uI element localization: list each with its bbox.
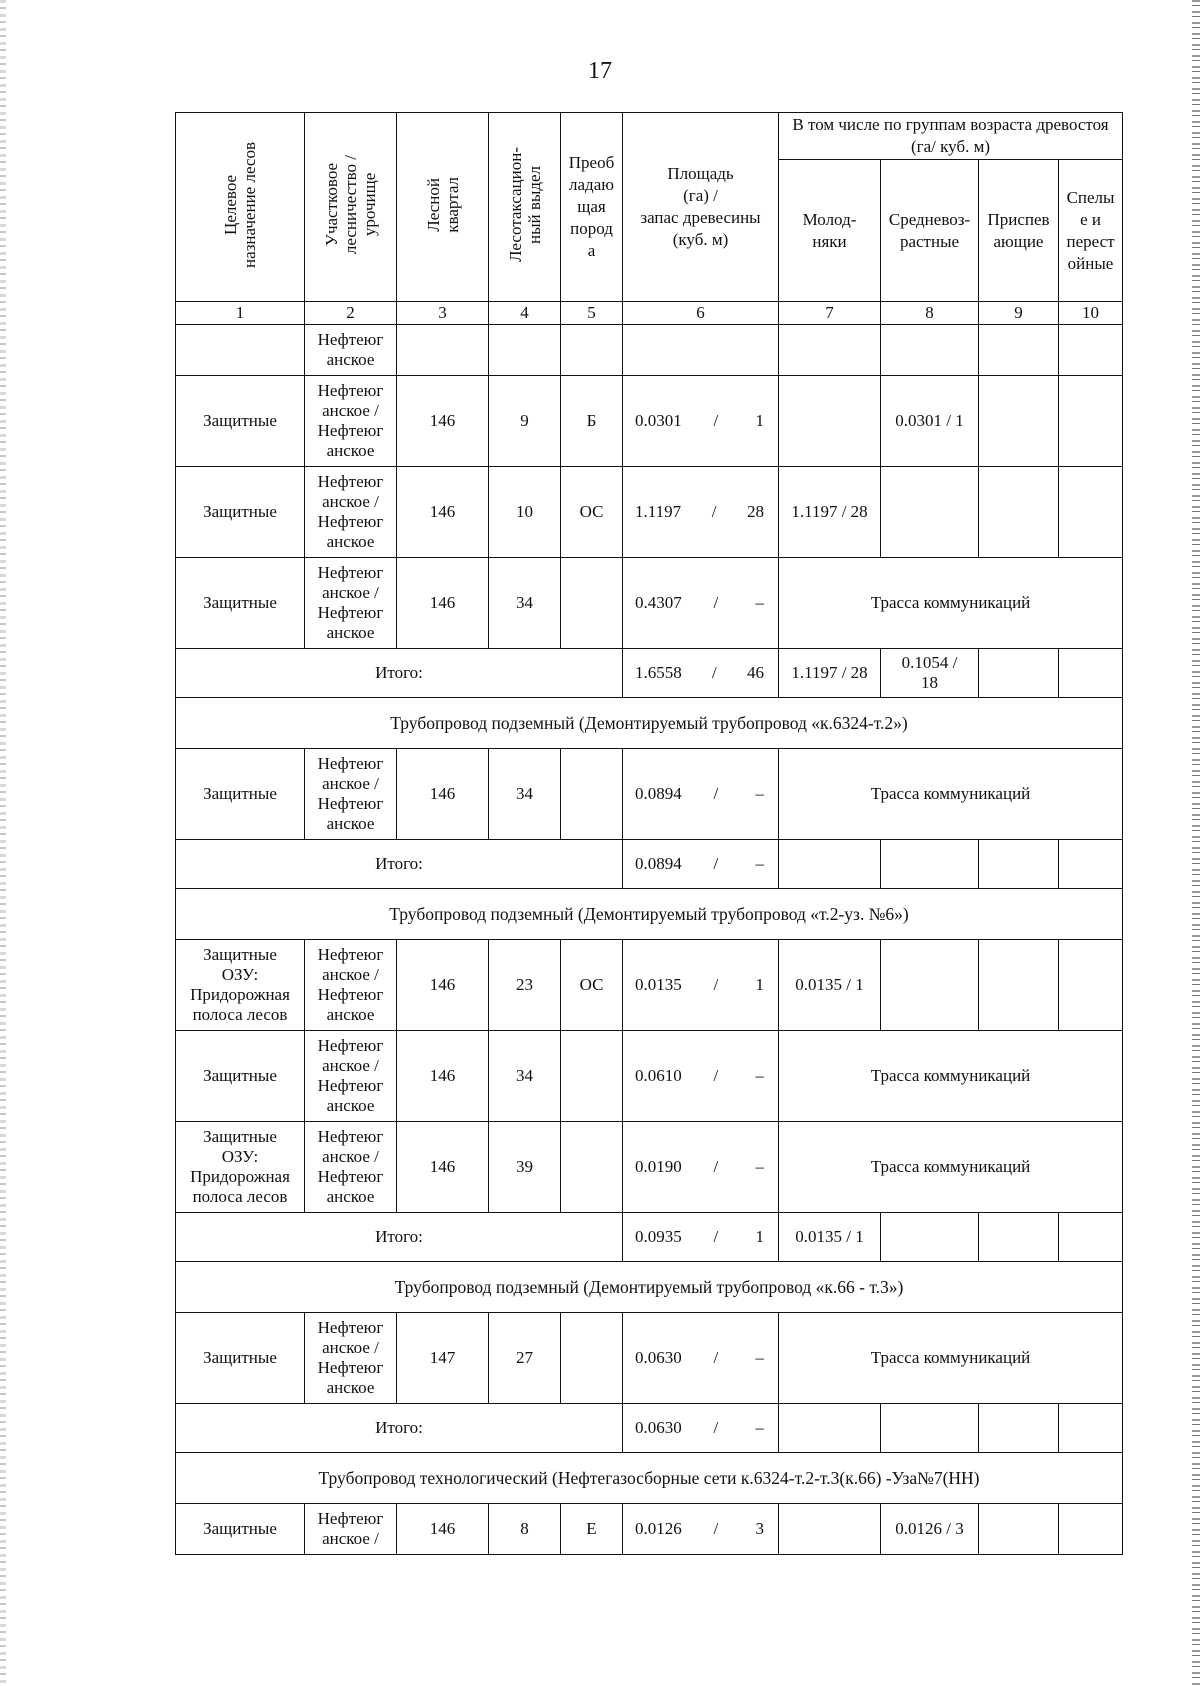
header-mature: Спелы е и перест ойные [1059,160,1123,302]
cell-premature [979,940,1059,1031]
table-row [176,467,1123,558]
cell-trassa: Трасса коммуникаций [779,1122,1123,1213]
cell-district: Нефтеюг анское / Нефтеюг анское [305,558,397,649]
cell-middle [881,325,979,376]
column-number: 9 [979,302,1059,325]
cell-purpose: Защитные ОЗУ: Придорожная полоса лесов [176,940,305,1031]
cell-kvartal: 146 [397,749,489,840]
cell-area: 0.0190 / – [623,1122,779,1213]
table-row [176,940,1123,1031]
cell-purpose: Защитные [176,1313,305,1404]
total-premature [979,649,1059,698]
cell-district: Нефтеюг анское / Нефтеюг анское [305,467,397,558]
section-title: Трубопровод подземный (Демонтируемый трубопровод «т.2-уз. №6») [176,889,1123,940]
total-mature [1059,1404,1123,1453]
cell-vydel [489,325,561,376]
header-age-groups: В том числе по группам возраста древостоя (га/ куб. м) [779,113,1123,160]
column-number: 10 [1059,302,1123,325]
column-number: 7 [779,302,881,325]
cell-district: Нефтеюг анское / Нефтеюг анское [305,1313,397,1404]
cell-district: Нефтеюг анское / Нефтеюг анское [305,376,397,467]
cell-trassa: Трасса коммуникаций [779,749,1123,840]
cell-vydel: 27 [489,1313,561,1404]
header-middle: Средневоз- растные [881,160,979,302]
cell-trassa: Трасса коммуникаций [779,1031,1123,1122]
cell-district: Нефтеюг анское / Нефтеюг анское [305,1031,397,1122]
cell-mature [1059,940,1123,1031]
total-young: 1.1197 / 28 [779,649,881,698]
cell-young [779,376,881,467]
cell-middle [881,940,979,1031]
section-row [176,1453,1123,1504]
cell-trassa: Трасса коммуникаций [779,1313,1123,1404]
cell-purpose: Защитные ОЗУ: Придорожная полоса лесов [176,1122,305,1213]
cell-area: 1.1197 / 28 [623,467,779,558]
total-label: Итого: [176,1404,623,1453]
cell-young [779,1504,881,1555]
table-row [176,749,1123,840]
column-number: 6 [623,302,779,325]
cell-purpose: Защитные [176,749,305,840]
section-row [176,698,1123,749]
cell-area: 0.4307 / – [623,558,779,649]
cell-vydel: 8 [489,1504,561,1555]
column-number: 3 [397,302,489,325]
cell-vydel: 34 [489,749,561,840]
total-area: 0.0935 / 1 [623,1213,779,1262]
cell-poroda [561,325,623,376]
cell-district: Нефтеюг анское [305,325,397,376]
cell-vydel: 34 [489,558,561,649]
table-row [176,1122,1123,1213]
cell-kvartal: 147 [397,1313,489,1404]
cell-poroda: ОС [561,467,623,558]
scan-edge-left [0,0,6,1686]
total-row [176,1404,1123,1453]
cell-mature [1059,325,1123,376]
cell-purpose: Защитные [176,1504,305,1555]
cell-vydel: 9 [489,376,561,467]
header-area: Площадь (га) / запас древесины (куб. м) [623,113,779,302]
header-district: Участковое лесничество / урочище [305,113,397,302]
cell-vydel: 10 [489,467,561,558]
section-row [176,1262,1123,1313]
cell-kvartal: 146 [397,1122,489,1213]
cell-kvartal: 146 [397,940,489,1031]
total-young: 0.0135 / 1 [779,1213,881,1262]
column-number: 8 [881,302,979,325]
cell-middle: 0.0126 / 3 [881,1504,979,1555]
header-kvartal: Лесной квартал [397,113,489,302]
total-premature [979,1404,1059,1453]
cell-mature [1059,376,1123,467]
total-young [779,840,881,889]
table-row [176,1313,1123,1404]
total-area: 0.0630 / – [623,1404,779,1453]
cell-premature [979,376,1059,467]
cell-area: 0.0610 / – [623,1031,779,1122]
header-purpose: Целевое назначение лесов [176,113,305,302]
cell-district: Нефтеюг анское / Нефтеюг анское [305,749,397,840]
cell-kvartal: 146 [397,1031,489,1122]
cell-kvartal: 146 [397,467,489,558]
scan-edge-right [1192,0,1200,1686]
forest-table [175,112,1123,1555]
total-middle [881,1404,979,1453]
total-area: 1.6558 / 46 [623,649,779,698]
cell-district: Нефтеюг анское / [305,1504,397,1555]
cell-purpose: Защитные [176,376,305,467]
table-row [176,325,1123,376]
column-number: 1 [176,302,305,325]
cell-district: Нефтеюг анское / Нефтеюг анское [305,1122,397,1213]
cell-trassa: Трасса коммуникаций [779,558,1123,649]
total-mature [1059,840,1123,889]
cell-area: 0.0894 / – [623,749,779,840]
cell-purpose: Защитные [176,467,305,558]
cell-poroda: ОС [561,940,623,1031]
cell-premature [979,467,1059,558]
cell-poroda [561,1031,623,1122]
table-row [176,558,1123,649]
cell-purpose: Защитные [176,558,305,649]
cell-young: 1.1197 / 28 [779,467,881,558]
table-row [176,1031,1123,1122]
header-premature: Приспев ающие [979,160,1059,302]
cell-kvartal: 146 [397,376,489,467]
page-number: 17 [588,58,612,84]
cell-premature [979,325,1059,376]
cell-area: 0.0630 / – [623,1313,779,1404]
total-label: Итого: [176,649,623,698]
total-label: Итого: [176,840,623,889]
cell-mature [1059,1504,1123,1555]
total-row [176,1213,1123,1262]
cell-poroda [561,558,623,649]
cell-district: Нефтеюг анское / Нефтеюг анское [305,940,397,1031]
column-number-row [176,302,1123,325]
cell-vydel: 23 [489,940,561,1031]
column-number: 2 [305,302,397,325]
cell-area: 0.0126 / 3 [623,1504,779,1555]
total-premature [979,840,1059,889]
cell-kvartal [397,325,489,376]
table-row [176,376,1123,467]
cell-vydel: 34 [489,1031,561,1122]
cell-premature [979,1504,1059,1555]
total-mature [1059,1213,1123,1262]
cell-vydel: 39 [489,1122,561,1213]
total-row [176,840,1123,889]
section-row [176,889,1123,940]
total-middle [881,840,979,889]
cell-poroda [561,1313,623,1404]
cell-area: 0.0301 / 1 [623,376,779,467]
column-number: 4 [489,302,561,325]
header-row-1 [176,113,1123,160]
cell-young: 0.0135 / 1 [779,940,881,1031]
cell-mature [1059,467,1123,558]
total-middle [881,1213,979,1262]
header-young: Молод- няки [779,160,881,302]
cell-kvartal: 146 [397,558,489,649]
table-row [176,1504,1123,1555]
cell-purpose [176,325,305,376]
total-premature [979,1213,1059,1262]
column-number: 5 [561,302,623,325]
total-young [779,1404,881,1453]
total-area: 0.0894 / – [623,840,779,889]
cell-area: 0.0135 / 1 [623,940,779,1031]
total-row [176,649,1123,698]
cell-poroda [561,749,623,840]
header-vydel: Лесотаксацион- ный выдел [489,113,561,302]
total-label: Итого: [176,1213,623,1262]
section-title: Трубопровод технологический (Нефтегазосборные сети к.6324-т.2-т.3(к.66) -Уза№7(НН) [176,1453,1123,1504]
header-poroda: Преоб ладаю щая пород а [561,113,623,302]
cell-middle: 0.0301 / 1 [881,376,979,467]
cell-poroda: Б [561,376,623,467]
cell-poroda [561,1122,623,1213]
cell-young [779,325,881,376]
total-mature [1059,649,1123,698]
cell-poroda: Е [561,1504,623,1555]
total-middle: 0.1054 / 18 [881,649,979,698]
cell-area [623,325,779,376]
cell-middle [881,467,979,558]
section-title: Трубопровод подземный (Демонтируемый трубопровод «к.6324-т.2») [176,698,1123,749]
cell-purpose: Защитные [176,1031,305,1122]
section-title: Трубопровод подземный (Демонтируемый трубопровод «к.66 - т.3») [176,1262,1123,1313]
cell-kvartal: 146 [397,1504,489,1555]
